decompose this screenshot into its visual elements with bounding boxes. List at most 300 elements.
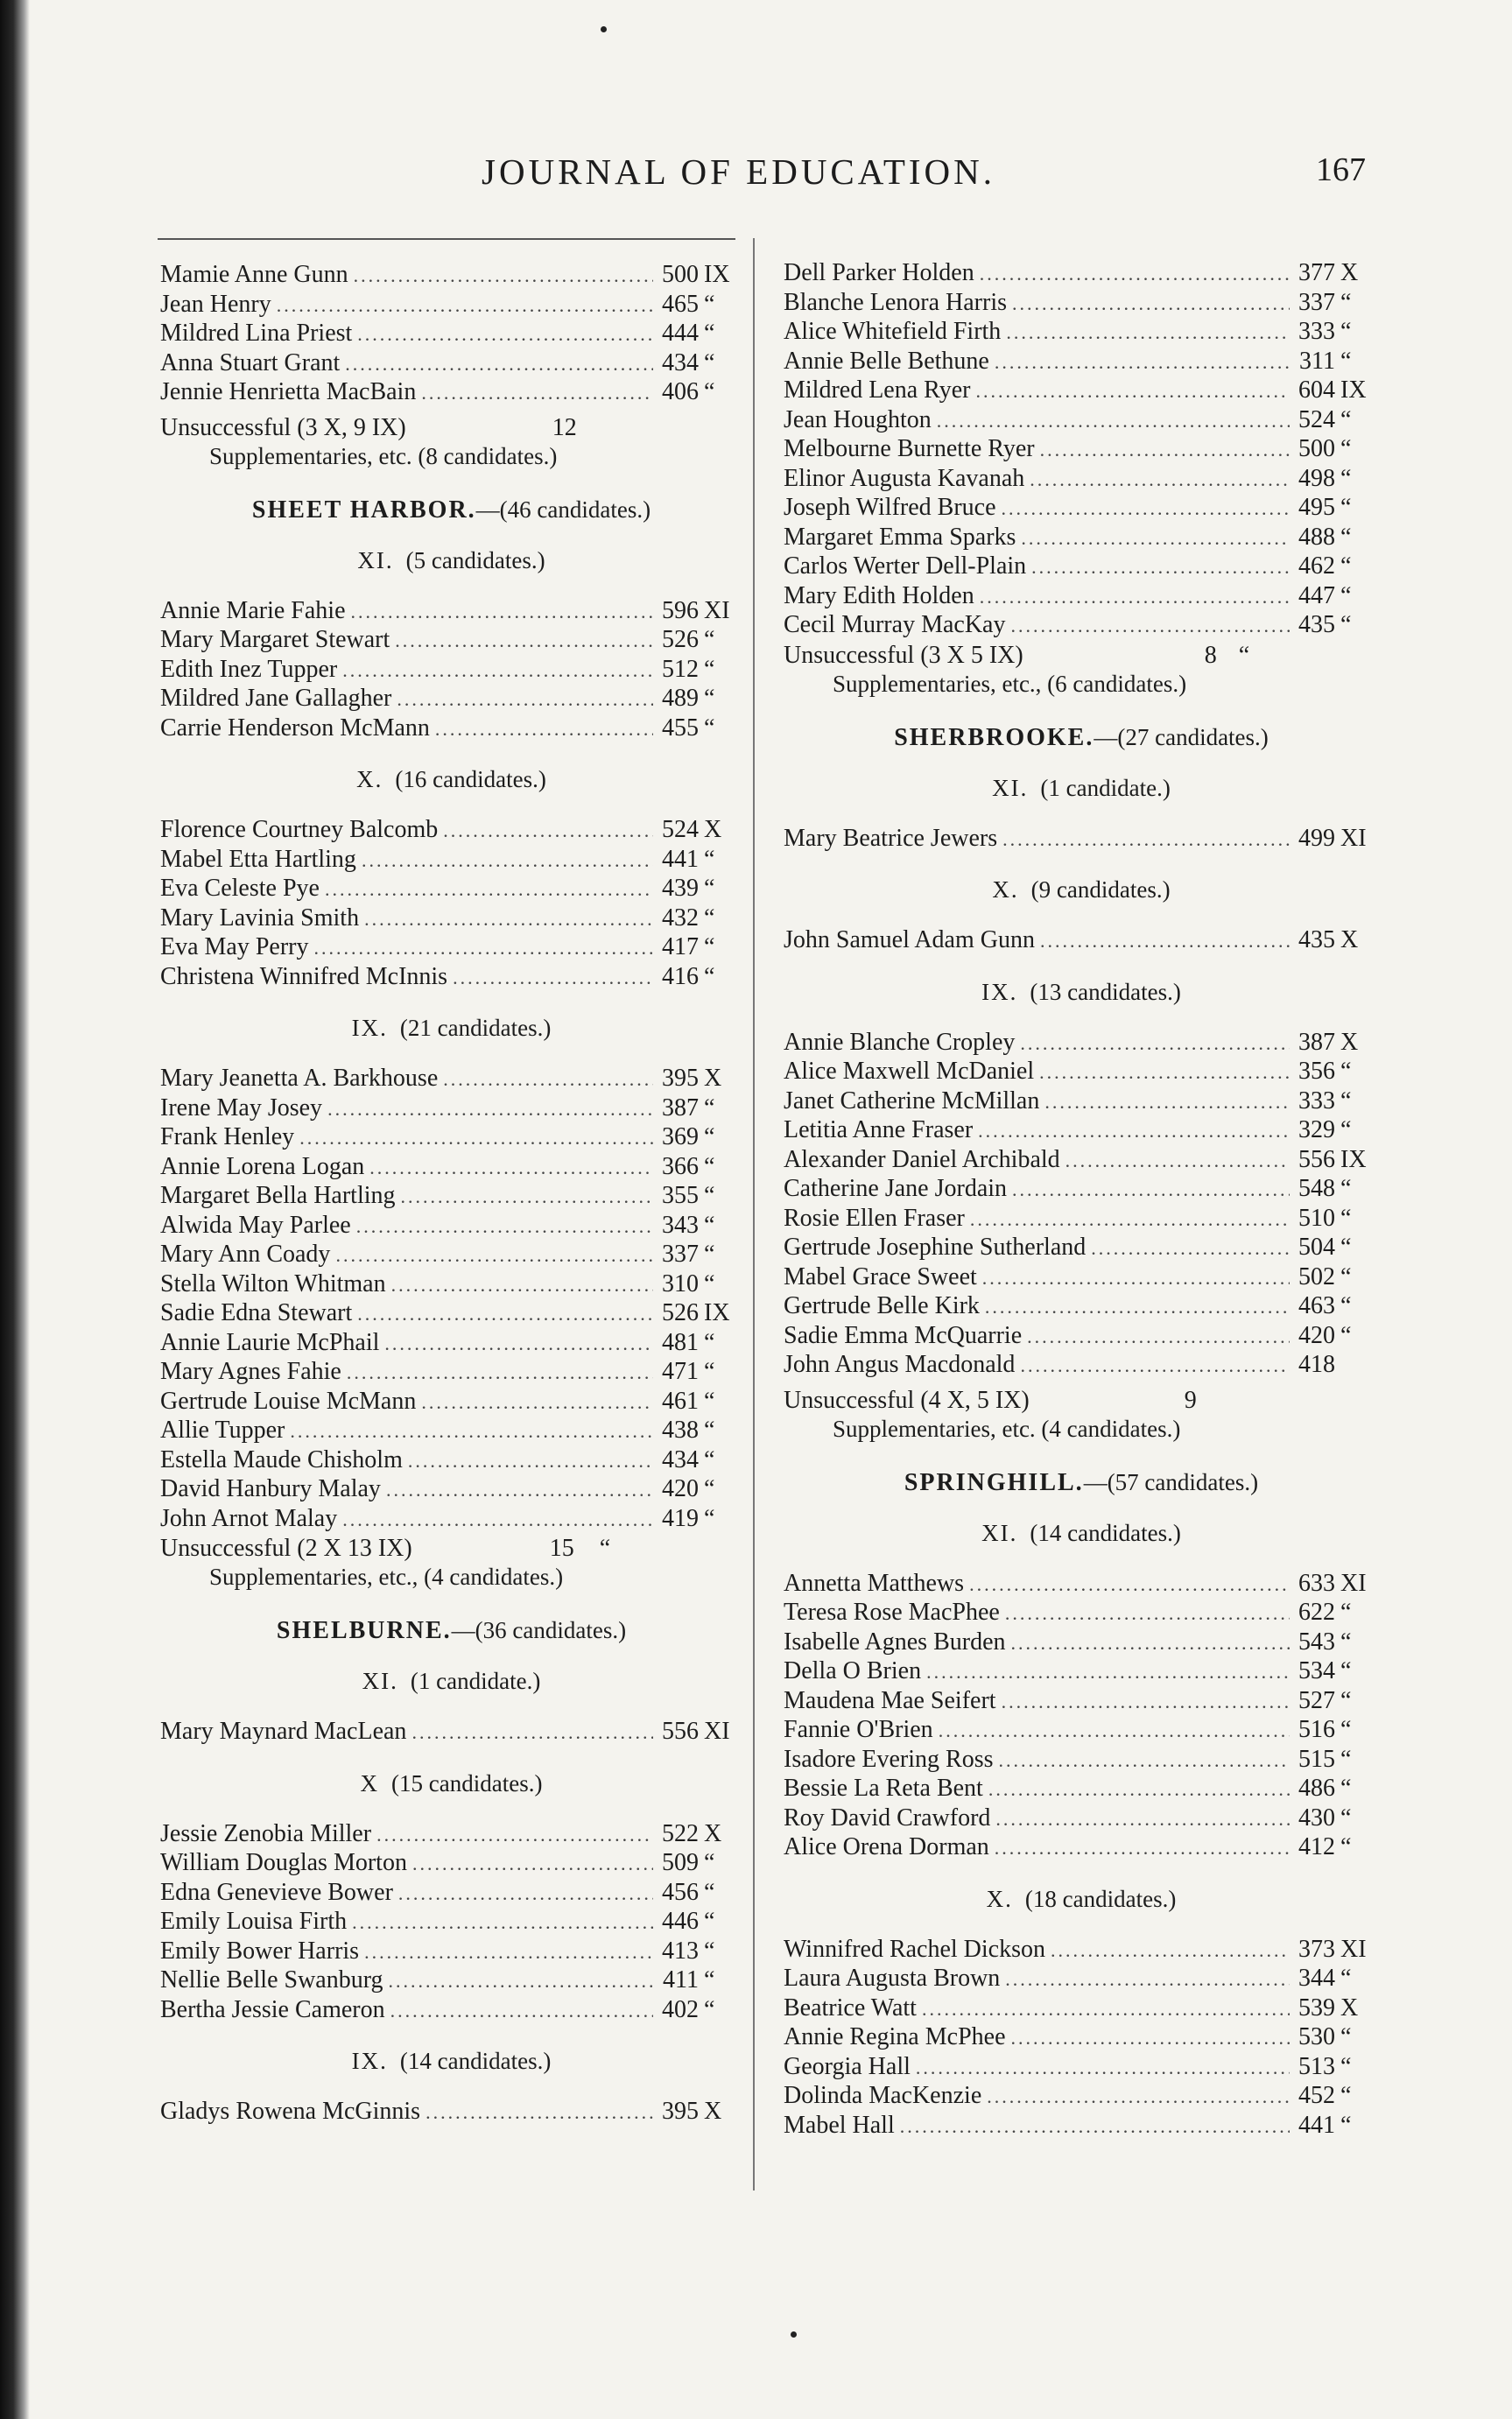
leader-dots — [926, 1658, 1290, 1687]
candidate-row — [160, 846, 742, 875]
leader-dots — [395, 627, 653, 656]
grade-count: (15 candidates.) — [391, 1769, 543, 1797]
candidate-row — [784, 1175, 1379, 1205]
candidate-score: 395 — [662, 2098, 699, 2125]
candidate-name: Bertha Jessie Cameron — [160, 1995, 385, 2023]
candidate-score: 556 — [1298, 1145, 1335, 1173]
candidate-row — [160, 1358, 742, 1388]
candidate-grade: “ — [704, 904, 715, 932]
candidate-score: 499 — [1298, 824, 1335, 852]
candidate-name: Alexander Daniel Archibald — [784, 1145, 1060, 1173]
unsuccessful-count: 15 — [549, 1535, 574, 1562]
candidate-score: 543 — [1298, 1628, 1335, 1656]
candidate-row — [784, 1804, 1379, 1834]
candidate-grade: “ — [1340, 2052, 1352, 2080]
leader-dots — [969, 1571, 1290, 1600]
candidate-grade: XI — [1340, 1935, 1367, 1963]
leader-dots — [988, 1776, 1290, 1804]
candidate-score: 461 — [662, 1387, 699, 1415]
candidate-score: 355 — [662, 1182, 699, 1209]
candidate-name: Carlos Werter Dell-Plain — [784, 552, 1027, 580]
leader-dots — [1002, 495, 1290, 524]
candidate-score: 596 — [662, 596, 699, 624]
candidate-row — [160, 875, 742, 904]
leader-dots — [1027, 1323, 1290, 1352]
candidate-score: 369 — [662, 1123, 699, 1150]
candidate-name: Jennie Henrietta MacBain — [160, 378, 417, 405]
candidate-score: 411 — [663, 1966, 699, 1994]
leader-dots — [978, 1117, 1290, 1146]
candidate-row — [160, 1212, 742, 1241]
candidate-row — [160, 714, 742, 744]
grade-label: X. — [986, 1885, 1013, 1912]
candidate-row — [784, 1716, 1379, 1746]
grade-heading — [784, 775, 1379, 802]
candidate-grade: “ — [1340, 1058, 1352, 1085]
candidate-name: Anna Stuart Grant — [160, 348, 341, 376]
candidate-name: Dolinda MacKenzie — [784, 2082, 982, 2109]
candidate-grade: XI — [1340, 1569, 1367, 1597]
candidate-list — [784, 1570, 1379, 1863]
header-rule — [158, 238, 735, 240]
candidate-grade: “ — [704, 320, 715, 347]
grade-label: X. — [992, 876, 1019, 903]
candidate-row — [784, 1746, 1379, 1776]
leader-dots — [277, 292, 653, 320]
candidate-grade: X — [704, 2098, 722, 2125]
candidate-row — [784, 1994, 1379, 2024]
candidate-name: Mary Agnes Fahie — [160, 1358, 341, 1385]
candidate-row — [784, 926, 1379, 956]
candidate-score: 622 — [1298, 1599, 1335, 1626]
grade-label: XI. — [981, 1519, 1018, 1546]
leader-dots — [1005, 1965, 1290, 1994]
candidate-list — [160, 1718, 742, 1747]
leader-dots — [1020, 1352, 1290, 1381]
leader-dots — [364, 1938, 653, 1967]
grade-label: XI. — [362, 1668, 398, 1694]
leader-dots — [1002, 826, 1290, 854]
candidate-row — [784, 289, 1379, 319]
candidate-row — [160, 1182, 742, 1212]
leader-dots — [1010, 612, 1290, 641]
candidate-row — [160, 1299, 742, 1329]
leader-dots — [453, 964, 653, 993]
candidate-grade: “ — [1340, 523, 1352, 551]
candidate-row — [784, 465, 1379, 495]
candidate-row — [160, 1417, 742, 1446]
candidate-row — [784, 524, 1379, 553]
candidate-name: Sadie Edna Stewart — [160, 1299, 353, 1326]
candidate-row — [160, 1270, 742, 1300]
candidate-score: 526 — [662, 1299, 699, 1326]
candidate-row — [784, 1234, 1379, 1263]
leader-dots — [290, 1417, 653, 1446]
candidate-row — [160, 1153, 742, 1183]
candidate-grade: “ — [1340, 552, 1352, 580]
candidate-name: Melbourne Burnette Ryer — [784, 435, 1035, 462]
candidate-row — [160, 963, 742, 993]
candidate-row — [160, 597, 742, 627]
candidate-row — [160, 1446, 742, 1476]
candidate-grade: “ — [704, 1475, 715, 1502]
candidate-row — [160, 1388, 742, 1417]
candidate-grade: “ — [1340, 2082, 1352, 2109]
candidate-grade: X — [1340, 1994, 1359, 2022]
candidate-score: 502 — [1298, 1262, 1335, 1290]
candidate-row — [160, 685, 742, 714]
candidate-name: Isadore Evering Ross — [784, 1745, 994, 1773]
candidate-name: Mary Lavinia Smith — [160, 904, 360, 932]
candidate-score: 522 — [662, 1819, 699, 1847]
candidate-score: 516 — [1298, 1716, 1335, 1743]
candidate-grade: “ — [1340, 1086, 1352, 1115]
leader-dots — [390, 1997, 653, 2026]
candidate-score: 438 — [662, 1417, 699, 1444]
candidate-grade: “ — [1340, 347, 1352, 375]
candidate-score: 430 — [1298, 1804, 1335, 1832]
candidate-name: Annie Laurie McPhail — [160, 1328, 380, 1356]
candidate-score: 444 — [662, 320, 699, 347]
candidate-name: Annie Regina McPhee — [784, 2023, 1006, 2050]
candidate-score: 435 — [1298, 611, 1335, 638]
grade-label: XI. — [357, 546, 394, 573]
leader-dots — [937, 407, 1290, 436]
candidate-name: Allie Tupper — [160, 1417, 285, 1444]
candidate-grade: IX — [1340, 1145, 1367, 1173]
leader-dots — [401, 1183, 653, 1212]
grade-label: IX. — [351, 1015, 388, 1041]
candidate-score: 337 — [1298, 288, 1335, 316]
leader-dots — [1012, 290, 1290, 319]
candidate-score: 456 — [662, 1878, 699, 1906]
candidate-name: Florence Courtney Balcomb — [160, 816, 439, 843]
candidate-score: 633 — [1298, 1569, 1335, 1597]
candidate-row — [160, 1937, 742, 1967]
grade-heading — [784, 1886, 1379, 1913]
candidate-grade: “ — [1340, 1804, 1352, 1832]
candidate-grade: “ — [704, 1269, 715, 1297]
grade-count: (9 candidates.) — [1030, 876, 1171, 903]
leader-dots — [443, 817, 653, 846]
place-count: —(36 candidates.) — [451, 1617, 627, 1643]
candidate-name: Alice Whitefield Firth — [784, 318, 1002, 345]
candidate-name: Annie Belle Bethune — [784, 347, 989, 375]
candidate-score: 510 — [1298, 1204, 1335, 1232]
leader-dots — [364, 905, 653, 934]
candidate-name: John Samuel Adam Gunn — [784, 926, 1035, 953]
candidate-list — [160, 2098, 742, 2127]
leader-dots — [1040, 436, 1290, 465]
leader-dots — [939, 1717, 1290, 1746]
leader-dots — [299, 1124, 653, 1153]
candidate-grade: “ — [704, 1358, 715, 1385]
candidate-row — [784, 1058, 1379, 1087]
candidate-name: Cecil Murray MacKay — [784, 611, 1006, 638]
candidate-row — [160, 656, 742, 686]
place-count: —(46 candidates.) — [475, 496, 651, 523]
candidate-score: 527 — [1298, 1686, 1335, 1714]
candidate-score: 489 — [662, 685, 699, 712]
candidate-row — [160, 1849, 742, 1879]
candidate-score: 402 — [662, 1995, 699, 2023]
candidate-row — [160, 816, 742, 846]
candidate-row — [784, 2023, 1379, 2053]
leader-dots — [1040, 927, 1290, 956]
ditto-mark: “ — [1238, 641, 1250, 669]
place-name: SHEET HARBOR. — [251, 496, 476, 524]
candidate-grade: “ — [1340, 1599, 1352, 1626]
candidate-list — [784, 825, 1379, 854]
candidate-row — [160, 1966, 742, 1996]
candidate-row — [160, 1065, 742, 1094]
candidate-row — [784, 1116, 1379, 1146]
candidate-score: 512 — [662, 655, 699, 683]
candidate-name: Carrie Henderson McMann — [160, 714, 430, 742]
candidate-row — [784, 2112, 1379, 2141]
candidate-row — [784, 1687, 1379, 1717]
candidate-row — [160, 1718, 742, 1747]
candidate-score: 420 — [662, 1475, 699, 1502]
candidate-score: 462 — [1298, 552, 1335, 580]
grade-heading — [784, 1520, 1379, 1547]
candidate-name: Della O Brien — [784, 1657, 922, 1684]
candidate-score: 337 — [662, 1241, 699, 1268]
candidate-score: 333 — [1298, 1086, 1335, 1115]
candidate-name: Margaret Emma Sparks — [784, 523, 1016, 551]
candidate-score: 530 — [1298, 2023, 1335, 2050]
leader-dots — [362, 847, 653, 875]
unsuccessful-line — [784, 1386, 1379, 1415]
candidate-grade: “ — [704, 1123, 715, 1150]
leader-dots — [389, 1967, 653, 1996]
candidate-name: Mary Ann Coady — [160, 1241, 331, 1268]
leader-dots — [398, 1880, 653, 1909]
leader-dots — [327, 1095, 653, 1124]
section-heading-springhill — [784, 1469, 1379, 1497]
candidate-list — [160, 597, 742, 744]
candidate-name: Emily Louisa Firth — [160, 1908, 348, 1935]
candidate-name: Annie Lorena Logan — [160, 1152, 365, 1180]
candidate-grade: “ — [1340, 318, 1352, 345]
candidate-score: 509 — [662, 1849, 699, 1876]
candidate-row — [784, 435, 1379, 465]
candidate-score: 441 — [1298, 2111, 1335, 2139]
candidate-score: 311 — [1299, 347, 1335, 375]
candidate-score: 500 — [662, 261, 699, 288]
grade-count: (5 candidates.) — [405, 546, 545, 573]
leader-dots — [1011, 2024, 1290, 2053]
candidate-row — [784, 1965, 1379, 1994]
candidate-score: 539 — [1298, 1994, 1335, 2022]
candidate-grade: “ — [704, 1152, 715, 1180]
candidate-row — [784, 376, 1379, 406]
candidate-row — [784, 1146, 1379, 1176]
column-divider — [753, 238, 755, 2190]
grade-label: IX. — [351, 2048, 388, 2074]
leader-dots — [397, 686, 653, 714]
candidate-grade: “ — [704, 378, 715, 405]
candidate-name: William Douglas Morton — [160, 1849, 407, 1876]
candidate-score: 471 — [662, 1358, 699, 1385]
supplementaries-line: Supplementaries, etc., (4 candidates.) — [209, 1564, 564, 1590]
list-continued — [160, 261, 742, 408]
candidate-row — [784, 1936, 1379, 1965]
candidate-grade: “ — [1340, 1965, 1352, 1992]
candidate-score: 412 — [1298, 1833, 1335, 1860]
candidate-score: 526 — [662, 626, 699, 653]
candidate-name: Rosie Ellen Fraser — [784, 1204, 965, 1232]
candidate-grade: IX — [704, 261, 730, 288]
candidate-score: 455 — [662, 714, 699, 742]
leader-dots — [421, 379, 653, 408]
unsuccessful-count: 8 — [1204, 641, 1217, 669]
candidate-name: John Arnot Malay — [160, 1504, 338, 1532]
leader-dots — [352, 1909, 653, 1937]
candidate-grade: “ — [704, 1878, 715, 1906]
leader-dots — [386, 1476, 653, 1505]
candidate-score: 515 — [1298, 1745, 1335, 1773]
candidate-name: Edith Inez Tupper — [160, 655, 338, 683]
candidate-grade: “ — [1340, 611, 1352, 638]
grade-label: IX. — [981, 978, 1018, 1005]
candidate-grade: “ — [704, 1241, 715, 1268]
supplementaries-line: Supplementaries, etc. (4 candidates.) — [833, 1415, 1181, 1442]
candidate-name: Margaret Bella Hartling — [160, 1182, 396, 1209]
unsuccessful-line — [784, 641, 1379, 670]
candidate-grade: “ — [704, 1849, 715, 1876]
unsuccessful-line — [160, 413, 742, 442]
candidate-row — [160, 1329, 742, 1359]
candidate-name: David Hanbury Malay — [160, 1475, 381, 1502]
leader-dots — [425, 2099, 653, 2127]
candidate-grade: “ — [1340, 1204, 1352, 1232]
candidate-score: 504 — [1298, 1234, 1335, 1261]
candidate-name: Gertrude Louise McMann — [160, 1387, 417, 1415]
candidate-grade: “ — [704, 1937, 715, 1965]
candidate-name: Alwida May Parlee — [160, 1211, 351, 1239]
list-continued — [784, 259, 1379, 641]
candidate-grade: “ — [1340, 1628, 1352, 1656]
candidate-row — [784, 1263, 1379, 1293]
candidate-grade: “ — [704, 1182, 715, 1209]
leader-dots — [1005, 1600, 1290, 1628]
candidate-name: Irene May Josey — [160, 1093, 323, 1122]
candidate-list — [160, 1065, 742, 1534]
candidate-score: 434 — [662, 1445, 699, 1473]
candidate-grade: “ — [704, 933, 715, 960]
candidate-row — [784, 259, 1379, 289]
grade-count: (13 candidates.) — [1030, 978, 1181, 1005]
candidate-row — [784, 1599, 1379, 1628]
grade-heading — [160, 1015, 742, 1042]
section-heading-sherbrooke — [784, 724, 1379, 752]
leader-dots — [1021, 524, 1290, 553]
candidate-row — [784, 1570, 1379, 1600]
candidate-name: Maudena Mae Seifert — [784, 1686, 996, 1714]
candidate-score: 439 — [662, 875, 699, 902]
candidate-row — [160, 1123, 742, 1153]
candidate-score: 556 — [662, 1718, 699, 1745]
candidate-grade: “ — [704, 1387, 715, 1415]
unsuccessful-label: Unsuccessful (4 X, 5 IX) — [784, 1386, 1030, 1414]
candidate-score: 500 — [1298, 435, 1335, 462]
candidate-row — [784, 2082, 1379, 2112]
leader-dots — [922, 1995, 1290, 2024]
leader-dots — [1051, 1937, 1290, 1965]
candidate-row — [784, 348, 1379, 377]
candidate-row — [160, 1908, 742, 1937]
candidate-name: Estella Maude Chisholm — [160, 1445, 403, 1473]
candidate-row — [160, 626, 742, 656]
candidate-score: 604 — [1298, 376, 1335, 404]
candidate-grade: “ — [1340, 435, 1352, 462]
candidate-name: Georgia Hall — [784, 2052, 911, 2080]
place-name: SHERBROOKE. — [894, 723, 1094, 751]
candidate-score: 373 — [1298, 1935, 1335, 1963]
candidate-row — [784, 611, 1379, 641]
leader-dots — [1011, 1629, 1290, 1658]
candidate-score: 333 — [1298, 318, 1335, 345]
grade-count: (1 candidate.) — [410, 1668, 541, 1694]
candidate-name: Blanche Lenora Harris — [784, 288, 1007, 316]
candidate-name: Stella Wilton Whitman — [160, 1269, 386, 1297]
candidate-grade: “ — [704, 1995, 715, 2023]
grade-heading — [160, 2048, 742, 2075]
candidate-score: 447 — [1298, 581, 1335, 609]
candidate-name: Gertrude Belle Kirk — [784, 1292, 980, 1319]
candidate-name: Mildred Lina Priest — [160, 320, 353, 347]
candidate-score: 366 — [662, 1152, 699, 1180]
supplementaries-line: Supplementaries, etc., (6 candidates.) — [833, 670, 1187, 697]
candidate-grade: “ — [1340, 1321, 1352, 1349]
candidate-name: Letitia Anne Fraser — [784, 1116, 974, 1143]
candidate-score: 377 — [1298, 259, 1335, 286]
grade-count: (14 candidates.) — [399, 2048, 552, 2074]
candidate-row — [160, 1475, 742, 1505]
candidate-grade: “ — [704, 1504, 715, 1532]
candidate-grade: “ — [1340, 1234, 1352, 1261]
candidate-grade: “ — [704, 845, 715, 873]
candidate-name: Annetta Matthews — [784, 1569, 965, 1597]
candidate-score: 534 — [1298, 1657, 1335, 1684]
candidate-row — [784, 582, 1379, 612]
place-count: —(27 candidates.) — [1094, 723, 1269, 750]
leader-dots — [342, 1506, 653, 1535]
print-speck — [601, 26, 607, 32]
grade-heading — [160, 547, 742, 574]
candidate-name: Annie Marie Fahie — [160, 596, 346, 624]
candidate-name: Elinor Augusta Kavanah — [784, 464, 1025, 492]
leader-dots — [916, 2054, 1290, 2083]
grade-count: (16 candidates.) — [395, 766, 546, 792]
leader-dots — [1020, 1030, 1290, 1058]
leader-dots — [900, 2113, 1290, 2141]
candidate-grade: X — [704, 816, 722, 843]
candidate-name: Isabelle Agnes Burden — [784, 1628, 1006, 1656]
candidate-name: Jessie Zenobia Miller — [160, 1819, 372, 1847]
leader-dots — [369, 1154, 653, 1183]
candidate-grade: “ — [704, 1417, 715, 1444]
candidate-score: 465 — [662, 290, 699, 318]
candidate-score: 329 — [1298, 1116, 1335, 1143]
grade-count: (21 candidates.) — [399, 1015, 552, 1041]
grade-label: XI. — [992, 774, 1029, 801]
candidate-name: Mabel Hall — [784, 2111, 895, 2139]
grade-count: (1 candidate.) — [1040, 774, 1171, 801]
scan-edge-shadow — [0, 0, 30, 2419]
unsuccessful-label: Unsuccessful (3 X 5 IX) — [784, 641, 1023, 669]
